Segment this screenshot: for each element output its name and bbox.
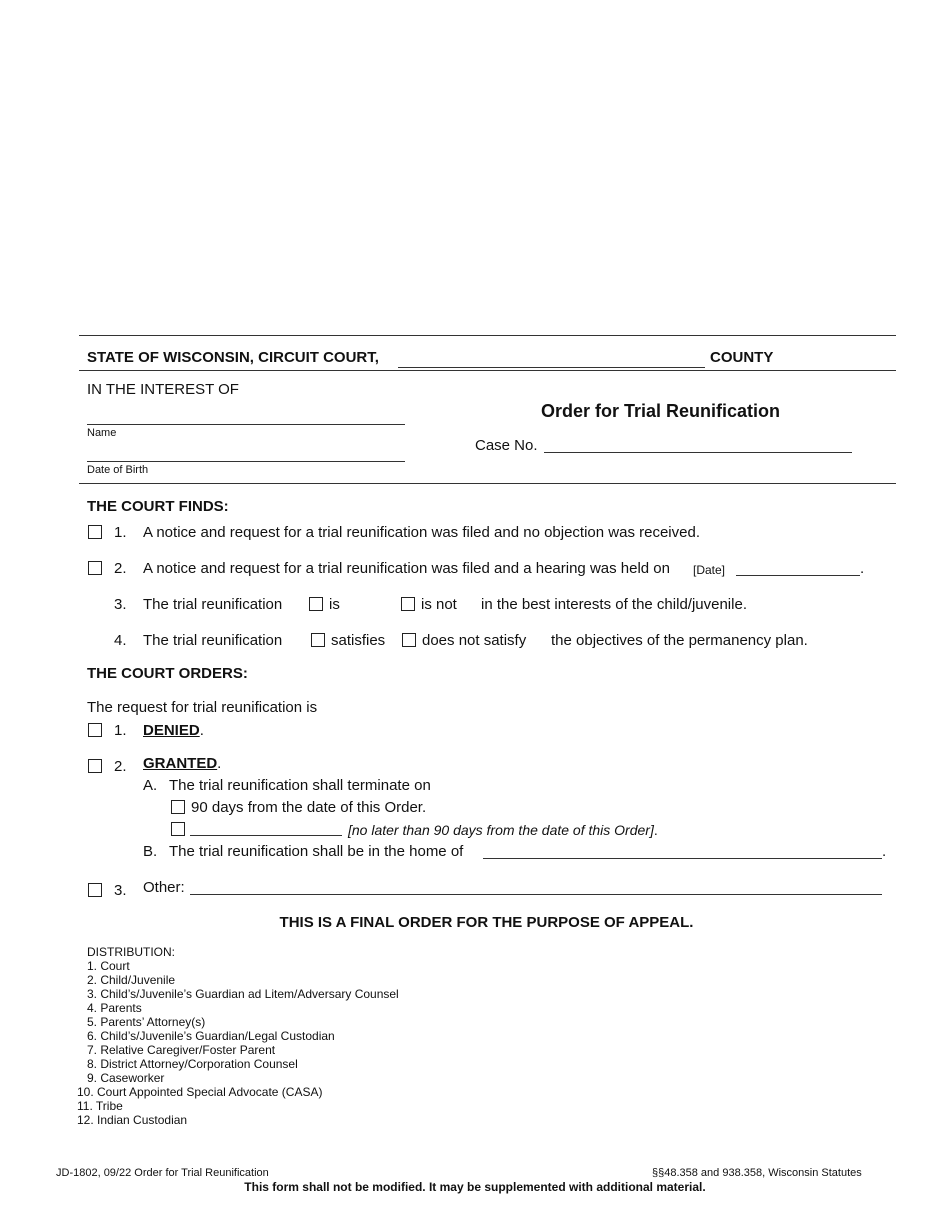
dist-item: 3. Child’s/Juvenile’s Guardian ad Litem/Adversary Counsel xyxy=(87,987,399,1001)
denied-label: DENIED xyxy=(143,722,200,739)
court-line: STATE OF WISCONSIN, CIRCUIT COURT, xyxy=(87,349,379,366)
finds-4-text: The trial reunification xyxy=(143,632,283,649)
distribution-heading: DISTRIBUTION: xyxy=(87,945,176,959)
granted-b-end: . xyxy=(882,843,887,860)
granted-line xyxy=(143,755,221,772)
footer-form-id: JD-1802, 09/22 Order for Trial Reunification xyxy=(56,1167,269,1179)
granted-a-letter: A. xyxy=(143,777,158,794)
denied-num: 1. xyxy=(114,722,127,739)
county-label: COUNTY xyxy=(710,349,774,366)
county-field[interactable] xyxy=(398,367,705,368)
finds-1-text: A notice and request for a trial reunification was filed and no objection was received. xyxy=(143,524,700,541)
ninety-days-label: 90 days from the date of this Order. xyxy=(191,799,427,816)
denied-line xyxy=(143,722,204,739)
finds-4-not-satisfy-checkbox[interactable] xyxy=(402,633,416,647)
granted-checkbox[interactable] xyxy=(88,759,102,773)
granted-num: 2. xyxy=(114,758,127,775)
header-bottom-rule xyxy=(79,483,896,484)
finds-4-num: 4. xyxy=(114,632,127,649)
dist-item: 5. Parents’ Attorney(s) xyxy=(87,1015,206,1029)
finds-2-checkbox[interactable] xyxy=(88,561,102,575)
dist-item: 2. Child/Juvenile xyxy=(87,973,176,987)
finds-1-num: 1. xyxy=(114,524,127,541)
name-label: Name xyxy=(87,427,117,439)
dist-item: 7. Relative Caregiver/Foster Parent xyxy=(87,1043,276,1057)
granted-end: . xyxy=(217,755,222,772)
custom-date-field[interactable] xyxy=(190,835,342,836)
home-of-field[interactable] xyxy=(483,858,882,859)
orders-heading: THE COURT ORDERS: xyxy=(87,665,248,682)
finds-3-num: 3. xyxy=(114,596,127,613)
custom-date-note xyxy=(348,822,658,838)
case-no-label: Case No. xyxy=(475,437,538,454)
dist-item: 11. Tribe xyxy=(77,1099,123,1113)
finds-3-is-not-label: is not xyxy=(421,596,457,613)
finds-heading: THE COURT FINDS: xyxy=(87,498,229,515)
finds-4-satisfies-checkbox[interactable] xyxy=(311,633,325,647)
orders-intro: The request for trial reunification is xyxy=(87,699,318,716)
dob-field[interactable] xyxy=(87,461,405,462)
custom-date-note-text: [no later than 90 days from the date of this Order] xyxy=(348,822,654,838)
finds-4-satisfies-label: satisfies xyxy=(331,632,386,649)
other-label: Other: xyxy=(143,879,185,896)
granted-label: GRANTED xyxy=(143,755,218,772)
finds-4-not-satisfy-label: does not satisfy xyxy=(422,632,527,649)
finds-2-text: A notice and request for a trial reunification was filed and a hearing was held on xyxy=(143,560,670,577)
dist-item: 12. Indian Custodian xyxy=(77,1113,188,1127)
granted-b-letter: B. xyxy=(143,843,158,860)
footer-notice: This form shall not be modified. It may be supplemented with additional material. xyxy=(244,1180,706,1194)
finds-3-text: The trial reunification xyxy=(143,596,283,613)
footer-statutes: §§48.358 and 938.358, Wisconsin Statutes xyxy=(652,1167,862,1179)
final-order-notice: THIS IS A FINAL ORDER FOR THE PURPOSE OF APPEAL. xyxy=(279,914,694,931)
denied-checkbox[interactable] xyxy=(88,723,102,737)
dob-label: Date of Birth xyxy=(87,464,149,476)
case-no-field[interactable] xyxy=(544,452,852,453)
header-mid-rule xyxy=(79,370,896,371)
ninety-days-checkbox[interactable] xyxy=(171,800,185,814)
custom-date-checkbox[interactable] xyxy=(171,822,185,836)
interest-of-label: IN THE INTEREST OF xyxy=(87,381,239,398)
finds-3-is-label: is xyxy=(329,596,340,613)
dist-item: 9. Caseworker xyxy=(87,1071,165,1085)
form-title: Order for Trial Reunification xyxy=(541,401,781,421)
hearing-date-field[interactable] xyxy=(736,575,860,576)
dist-item: 6. Child’s/Juvenile’s Guardian/Legal Custodian xyxy=(87,1029,335,1043)
header-top-rule xyxy=(79,335,896,336)
finds-2-end: . xyxy=(860,560,865,577)
finds-2-num: 2. xyxy=(114,560,127,577)
finds-3-is-not-checkbox[interactable] xyxy=(401,597,415,611)
other-field[interactable] xyxy=(190,894,882,895)
name-field[interactable] xyxy=(87,424,405,425)
dist-item: 1. Court xyxy=(87,959,130,973)
dist-item: 8. District Attorney/Corporation Counsel xyxy=(87,1057,298,1071)
finds-2-date-label: [Date] xyxy=(693,563,726,577)
dist-item: 4. Parents xyxy=(87,1001,142,1015)
finds-3-is-checkbox[interactable] xyxy=(309,597,323,611)
denied-end: . xyxy=(199,722,204,739)
finds-3-tail: in the best interests of the child/juvenile. xyxy=(481,596,747,613)
granted-b-text: The trial reunification shall be in the home of xyxy=(169,843,464,860)
other-checkbox[interactable] xyxy=(88,883,102,897)
other-num: 3. xyxy=(114,882,127,899)
finds-1-checkbox[interactable] xyxy=(88,525,102,539)
custom-date-note-end: . xyxy=(653,822,658,838)
dist-item: 10. Court Appointed Special Advocate (CASA) xyxy=(77,1085,323,1099)
finds-4-tail: the objectives of the permanency plan. xyxy=(551,632,808,649)
granted-a-text: The trial reunification shall terminate on xyxy=(169,777,431,794)
